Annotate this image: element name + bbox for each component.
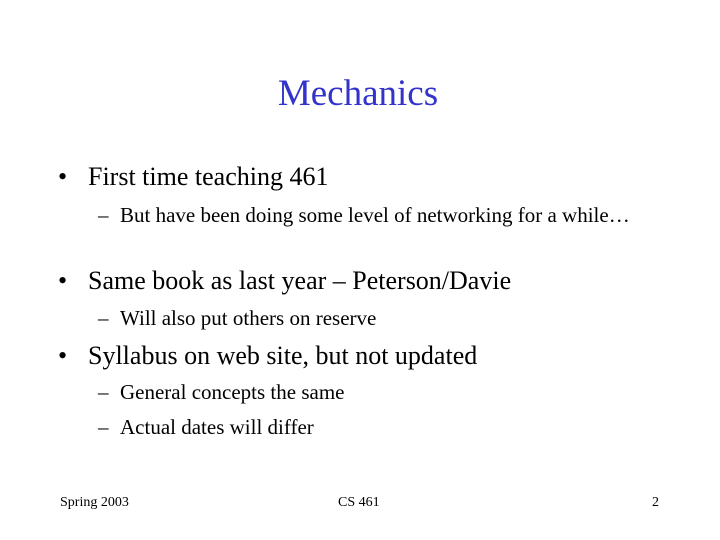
footer-course: CS 461 bbox=[338, 495, 380, 510]
bullet-glyph: • bbox=[58, 162, 68, 191]
sub-bullet-text: General concepts the same bbox=[120, 380, 345, 404]
sub-bullet-text: Will also put others on reserve bbox=[120, 306, 377, 330]
sub-bullet-text: Actual dates will differ bbox=[120, 415, 314, 439]
bullet-text: Syllabus on web site, but not updated bbox=[88, 341, 478, 370]
dash-glyph: – bbox=[98, 203, 109, 227]
sub-bullet-item bbox=[98, 202, 638, 228]
sub-bullet-item bbox=[98, 414, 638, 440]
bullet-text: Same book as last year – Peterson/Davie bbox=[88, 266, 512, 295]
footer-page-number: 2 bbox=[652, 495, 659, 510]
dash-glyph: – bbox=[98, 415, 109, 439]
dash-glyph: – bbox=[98, 306, 109, 330]
bullet-glyph: • bbox=[58, 341, 68, 370]
footer-date: Spring 2003 bbox=[60, 495, 129, 510]
sub-bullet-item bbox=[98, 305, 638, 331]
slide-title: Mechanics bbox=[277, 73, 439, 114]
dash-glyph: – bbox=[98, 380, 109, 404]
sub-bullet-item bbox=[98, 379, 638, 405]
bullet-text: First time teaching 461 bbox=[88, 162, 329, 191]
sub-bullet-text: But have been doing some level of networking for a while… bbox=[120, 203, 630, 227]
bullet-glyph: • bbox=[58, 266, 68, 295]
